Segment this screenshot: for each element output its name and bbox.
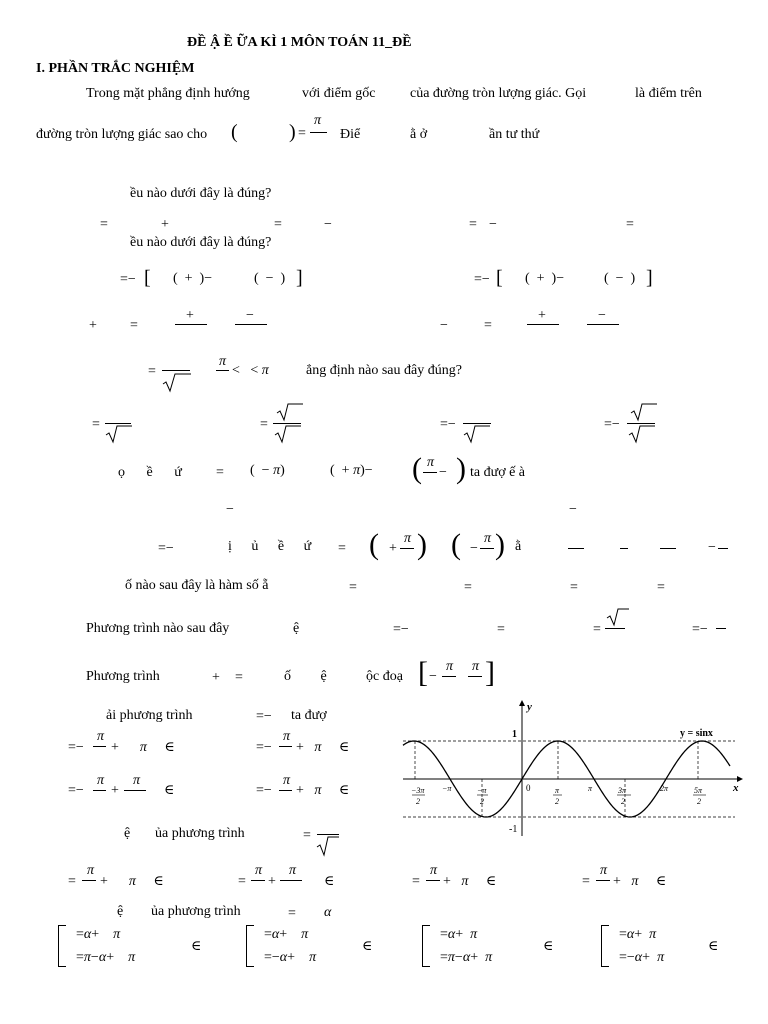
fraction-bar [280, 880, 302, 881]
fraction-bar [587, 324, 619, 325]
math-symbol: π [314, 113, 322, 128]
sqrt-icon [628, 424, 656, 444]
math-symbol: =− [68, 783, 84, 798]
math-symbol: ) [456, 452, 466, 485]
fraction-bar [480, 548, 494, 549]
bracket [422, 925, 430, 967]
math-symbol: − [226, 502, 234, 517]
sine-graph [395, 696, 745, 846]
sqrt-icon [162, 372, 192, 394]
math-symbol: − [440, 318, 448, 333]
math-symbol: =− [158, 541, 174, 556]
fraction-bar [423, 472, 437, 473]
math-symbol: = [570, 580, 578, 595]
svg-text:2: 2 [555, 797, 559, 806]
q9-text: ố ệ [284, 669, 327, 684]
math-symbol: − [324, 217, 332, 232]
math-symbol: ( − ) [604, 271, 636, 286]
math-symbol: π [133, 773, 141, 788]
svg-text:−π: −π [442, 784, 452, 793]
fraction-bar [568, 548, 584, 549]
math-symbol: π [446, 659, 454, 674]
math-symbol: =− [393, 622, 409, 637]
math-symbol: =− [68, 740, 84, 755]
math-symbol: π [255, 863, 263, 878]
fraction-bar [279, 790, 292, 791]
math-symbol: ) [417, 528, 427, 561]
svg-text:2π: 2π [660, 784, 669, 793]
math-symbol: π [97, 773, 105, 788]
q9-text: ộc đoạ [366, 669, 403, 684]
math-symbol: =− [692, 622, 708, 637]
math-symbol: π [219, 354, 227, 369]
fraction-bar [82, 880, 96, 881]
fraction-bar [620, 548, 628, 549]
math-symbol: ( + π)− [330, 463, 373, 478]
math-symbol: [ [496, 267, 503, 289]
math-symbol: + [212, 670, 220, 685]
math-symbol: =α+ π [619, 927, 657, 942]
math-symbol: ( [412, 452, 422, 485]
fraction-bar [93, 746, 106, 747]
math-symbol: − [489, 217, 497, 232]
math-symbol: = [68, 874, 76, 889]
math-symbol: π [87, 863, 95, 878]
y-max-label: 1 [512, 729, 517, 740]
q4-text: ẳng định nào sau đây đúng? [306, 363, 462, 378]
math-symbol: + [538, 308, 546, 323]
math-symbol: ( + )− [173, 271, 213, 286]
q9-text: Phương trình [86, 669, 160, 684]
math-symbol: =− [474, 272, 490, 287]
fraction-bar [718, 548, 728, 549]
q5-text: ta đượ ế à [470, 465, 526, 480]
math-symbol: =− [256, 783, 272, 798]
math-symbol: ∈ [708, 939, 719, 954]
math-symbol: = [464, 580, 472, 595]
fraction-bar [716, 628, 726, 629]
math-symbol: = [298, 126, 306, 141]
math-symbol: ) [495, 528, 505, 561]
math-symbol: α [324, 905, 332, 920]
fraction-bar [527, 324, 559, 325]
sqrt-icon [630, 402, 658, 422]
q10-text: ải phương trình [106, 708, 193, 723]
q2-text: ều nào dưới đây là đúng? [130, 186, 272, 201]
bracket [246, 925, 254, 967]
math-symbol: π [427, 455, 435, 470]
fraction-bar [124, 790, 146, 791]
function-label: y = sinx [680, 728, 713, 739]
math-symbol: + [268, 874, 276, 889]
q12-text: ủa phương trình [151, 904, 241, 919]
q1-text: của đường tròn lượng giác. Gọi [410, 86, 587, 101]
svg-text:2: 2 [621, 797, 625, 806]
fraction-bar [251, 880, 265, 881]
math-symbol: =− [256, 709, 272, 724]
math-symbol: = [582, 874, 590, 889]
math-symbol: = [412, 874, 420, 889]
fraction-bar [596, 880, 610, 881]
q1-text: là điểm trên [635, 86, 702, 101]
math-symbol: π [472, 659, 480, 674]
math-symbol: = [238, 874, 246, 889]
math-symbol: =α+ π [264, 927, 309, 942]
math-symbol: − [246, 308, 254, 323]
math-symbol: + π ∈ [613, 874, 667, 889]
math-symbol: π [484, 531, 492, 546]
svg-text:2: 2 [480, 797, 484, 806]
origin-label: 0 [526, 783, 531, 793]
svg-text:3π: 3π [618, 786, 627, 795]
math-symbol: = [626, 217, 634, 232]
math-symbol: ∈ [164, 783, 175, 798]
math-symbol: ∈ [324, 874, 335, 889]
math-symbol: = [657, 580, 665, 595]
math-symbol: ] [485, 656, 495, 689]
bracket [58, 925, 66, 967]
q8-text: Phương trình nào sau đây [86, 621, 230, 636]
math-symbol: ( − ) [254, 271, 286, 286]
math-symbol: =−α+ π [619, 950, 665, 965]
fraction-bar [605, 628, 625, 629]
math-symbol: =π−α+ π [440, 950, 493, 965]
svg-text:π: π [588, 784, 593, 793]
math-symbol: + [389, 541, 397, 556]
math-symbol: ( [369, 528, 379, 561]
fraction-bar [468, 676, 482, 677]
fraction-bar [426, 880, 440, 881]
q5-text: ọ ề ứ [118, 465, 182, 480]
q8-text: ệ [293, 621, 300, 636]
math-symbol: + π ∈ [296, 783, 350, 798]
math-symbol: = [130, 318, 138, 333]
math-symbol: + π ∈ [443, 874, 497, 889]
fraction-bar [310, 132, 327, 133]
math-symbol: = [148, 364, 156, 379]
q1-text: đường tròn lượng giác sao cho [36, 127, 208, 142]
math-symbol: = [497, 622, 505, 637]
y-min-label: -1 [509, 824, 518, 835]
fraction-bar [660, 548, 676, 549]
math-symbol: = [349, 580, 357, 595]
fraction-bar [235, 324, 267, 325]
math-symbol: = [235, 670, 243, 685]
math-symbol: =− [604, 417, 620, 432]
math-symbol: = [593, 622, 601, 637]
fraction-bar [216, 370, 229, 371]
svg-text:π: π [555, 786, 560, 795]
math-symbol: + π ∈ [100, 874, 164, 889]
svg-text:2: 2 [697, 797, 701, 806]
math-symbol: + [111, 783, 119, 798]
math-symbol: ( [451, 528, 461, 561]
math-symbol: =−α+ π [264, 950, 317, 965]
math-symbol: [ [418, 656, 428, 689]
bracket [601, 925, 609, 967]
math-symbol: + [89, 318, 97, 333]
q1-text: Điể [340, 127, 361, 142]
math-symbol: ( [231, 121, 238, 143]
math-symbol: < < π [232, 363, 269, 378]
math-symbol: = [274, 217, 282, 232]
math-symbol: + [161, 217, 169, 232]
math-symbol: ∈ [362, 939, 373, 954]
math-symbol: π [430, 863, 438, 878]
math-symbol: = [216, 465, 224, 480]
q10-text: ta đượ [291, 708, 327, 723]
fraction-bar [93, 790, 106, 791]
sqrt-icon [316, 835, 340, 857]
math-symbol: π [289, 863, 297, 878]
math-symbol: =α+ π [76, 927, 121, 942]
sqrt-icon [606, 607, 630, 627]
math-symbol: − [429, 669, 437, 684]
math-symbol: =− [440, 417, 456, 432]
fraction-bar [400, 548, 414, 549]
math-symbol: [ [144, 267, 151, 289]
section-heading: I. PHẦN TRẮC NGHIỆM [36, 61, 195, 76]
q1-text: ần tư thứ [489, 127, 540, 142]
math-symbol: = [288, 906, 296, 921]
math-symbol: π [283, 729, 291, 744]
q11-text: ệ [124, 826, 131, 841]
math-symbol: + π ∈ [296, 740, 350, 755]
math-symbol: = [100, 217, 108, 232]
sqrt-icon [276, 402, 304, 422]
fraction-bar [175, 324, 207, 325]
math-symbol: π [600, 863, 608, 878]
math-symbol: =α+ π [440, 927, 478, 942]
math-symbol: ∈ [191, 939, 202, 954]
q12-text: ệ [117, 904, 124, 919]
math-symbol: =π−α+ π [76, 950, 136, 965]
math-symbol: = [92, 417, 100, 432]
math-symbol: = [338, 541, 346, 556]
page-title: ĐỀ Ậ Ề ỮA KÌ 1 MÔN TOÁN 11_ĐỀ [187, 35, 412, 50]
math-symbol: − [439, 465, 447, 480]
svg-text:5π: 5π [694, 786, 703, 795]
math-symbol: + [186, 308, 194, 323]
axis-x-label: x [733, 782, 739, 794]
math-symbol: =− [256, 740, 272, 755]
fraction-bar [279, 746, 292, 747]
math-symbol: π [404, 531, 412, 546]
math-symbol: ∈ [543, 939, 554, 954]
q3-text: ều nào dưới đây là đúng? [130, 235, 272, 250]
q1-text: với điểm gốc [302, 86, 376, 101]
math-symbol: ) [289, 121, 296, 143]
math-symbol: ( − π) [250, 463, 285, 478]
sqrt-icon [463, 424, 491, 444]
q6-text: ằ [515, 539, 522, 554]
math-symbol: = [469, 217, 477, 232]
math-symbol: =− [120, 272, 136, 287]
math-symbol: ] [646, 267, 653, 289]
sqrt-icon [274, 424, 302, 444]
fraction-bar [442, 676, 456, 677]
math-symbol: = [303, 828, 311, 843]
svg-text:−π: −π [477, 786, 487, 795]
math-symbol: ] [296, 267, 303, 289]
q1-text: Trong mặt phẳng định hướng [86, 86, 250, 101]
math-symbol: π [283, 773, 291, 788]
math-symbol: + π ∈ [111, 740, 175, 755]
q1-text: ằ ở [410, 127, 428, 142]
svg-text:2: 2 [416, 797, 420, 806]
math-symbol: = [260, 417, 268, 432]
math-symbol: ( + )− [525, 271, 565, 286]
math-symbol: π [97, 729, 105, 744]
axis-y-label: y [527, 701, 532, 713]
math-symbol: − [598, 308, 606, 323]
sqrt-icon [105, 424, 133, 444]
math-symbol: − [470, 541, 478, 556]
fraction-bar [162, 370, 190, 371]
math-symbol: − [569, 502, 577, 517]
math-symbol: = [484, 318, 492, 333]
q7-text: ố nào sau đây là hàm số ẵ [125, 578, 269, 593]
math-symbol: − [708, 540, 716, 555]
q11-text: ủa phương trình [155, 826, 245, 841]
q6-text: ị ủ ề ứ [228, 539, 312, 554]
svg-text:−3π: −3π [411, 786, 425, 795]
